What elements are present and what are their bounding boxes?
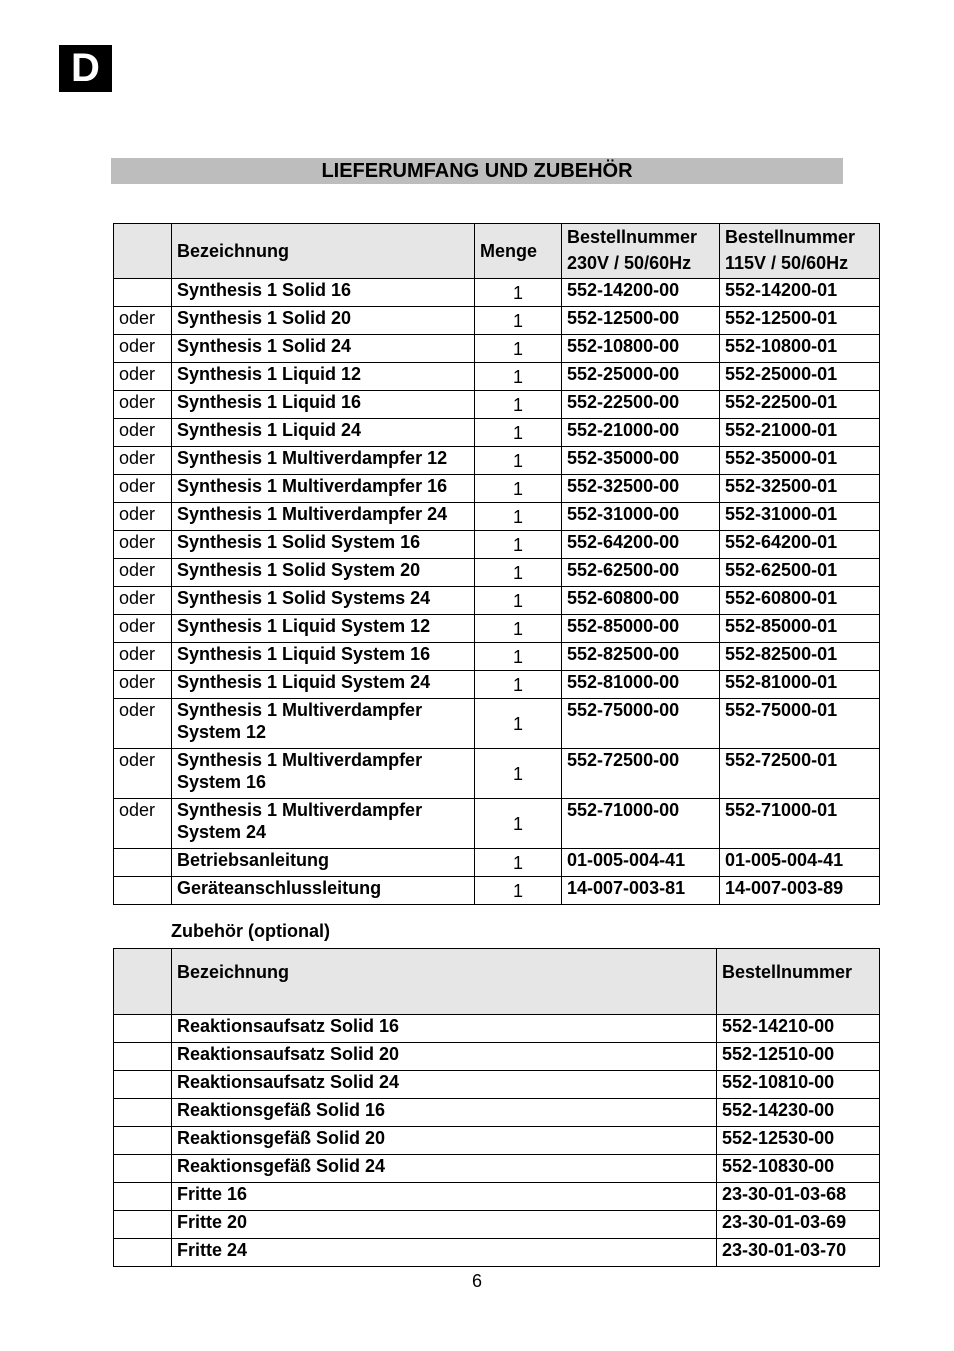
- row-order-115v: 552-75000-01: [720, 699, 880, 749]
- acc-header-name: Bezeichnung: [172, 949, 717, 1015]
- row-quantity: 1: [475, 307, 562, 335]
- table-row: [114, 447, 880, 475]
- row-prefix: oder: [114, 503, 172, 531]
- row-order-230v: 552-85000-00: [562, 615, 720, 643]
- acc-row-order: 552-12510-00: [717, 1043, 880, 1071]
- accessories-title: Zubehör (optional): [171, 921, 330, 941]
- row-order-115v: 552-82500-01: [720, 643, 880, 671]
- table-row: [114, 1239, 880, 1267]
- section-title: LIEFERUMFANG UND ZUBEHÖR: [111, 158, 843, 184]
- row-quantity: 1: [475, 335, 562, 363]
- row-name: Synthesis 1 Liquid System 16: [172, 643, 475, 671]
- row-name: Synthesis 1 Solid System 16: [172, 531, 475, 559]
- row-quantity: 1: [475, 447, 562, 475]
- acc-row-prefix: [114, 1155, 172, 1183]
- row-order-115v: 552-21000-01: [720, 419, 880, 447]
- table-row: [114, 643, 880, 671]
- header-order-115v-line1: Bestellnummer: [725, 227, 856, 247]
- row-quantity: 1: [475, 587, 562, 615]
- row-quantity: 1: [475, 749, 562, 799]
- header-order-115v-line2: 115V / 50/60Hz: [725, 253, 849, 273]
- row-prefix: oder: [114, 699, 172, 749]
- row-quantity: 1: [475, 615, 562, 643]
- table-row: [114, 1043, 880, 1071]
- row-quantity: 1: [475, 699, 562, 749]
- acc-row-name: Fritte 24: [172, 1239, 717, 1267]
- acc-row-order: 552-10810-00: [717, 1071, 880, 1099]
- row-order-115v: 552-71000-01: [720, 799, 880, 849]
- row-prefix: [114, 279, 172, 307]
- table-header-row: [114, 949, 880, 1015]
- table-row: [114, 587, 880, 615]
- row-quantity: 1: [475, 559, 562, 587]
- row-name: Synthesis 1 Solid System 20: [172, 559, 475, 587]
- table-row: [114, 1127, 880, 1155]
- row-order-115v: 01-005-004-41: [720, 849, 880, 877]
- acc-row-prefix: [114, 1183, 172, 1211]
- acc-row-order: 552-12530-00: [717, 1127, 880, 1155]
- row-prefix: [114, 877, 172, 905]
- table-row: [114, 799, 880, 849]
- table-row: [114, 749, 880, 799]
- row-order-115v: 552-32500-01: [720, 475, 880, 503]
- row-order-230v: 01-005-004-41: [562, 849, 720, 877]
- acc-row-name: Reaktionsgefäß Solid 20: [172, 1127, 717, 1155]
- row-quantity: 1: [475, 799, 562, 849]
- header-order-115v: [720, 224, 880, 279]
- row-prefix: oder: [114, 475, 172, 503]
- row-name: Synthesis 1 Liquid System 24: [172, 671, 475, 699]
- row-order-115v: 552-64200-01: [720, 531, 880, 559]
- table-row: [114, 1015, 880, 1043]
- row-order-230v: 552-71000-00: [562, 799, 720, 849]
- row-prefix: oder: [114, 531, 172, 559]
- acc-row-order: 23-30-01-03-68: [717, 1183, 880, 1211]
- row-quantity: 1: [475, 531, 562, 559]
- acc-row-name: Fritte 20: [172, 1211, 717, 1239]
- row-order-230v: 552-14200-00: [562, 279, 720, 307]
- row-order-115v: 14-007-003-89: [720, 877, 880, 905]
- acc-row-name: Reaktionsgefäß Solid 16: [172, 1099, 717, 1127]
- row-order-115v: 552-62500-01: [720, 559, 880, 587]
- delivery-scope-table: [113, 223, 880, 905]
- row-name: Synthesis 1 Liquid 24: [172, 419, 475, 447]
- row-order-230v: 552-82500-00: [562, 643, 720, 671]
- row-prefix: oder: [114, 307, 172, 335]
- row-name: Synthesis 1 Solid 20: [172, 307, 475, 335]
- row-name: Synthesis 1 Solid Systems 24: [172, 587, 475, 615]
- row-order-230v: 552-12500-00: [562, 307, 720, 335]
- row-name: Synthesis 1 Multiverdampfer 24: [172, 503, 475, 531]
- row-prefix: oder: [114, 587, 172, 615]
- acc-row-name: Reaktionsgefäß Solid 24: [172, 1155, 717, 1183]
- row-name: Synthesis 1 Solid 16: [172, 279, 475, 307]
- table-row: [114, 615, 880, 643]
- table-row: [114, 475, 880, 503]
- row-name: Synthesis 1 Multiverdampfer 16: [172, 475, 475, 503]
- row-order-115v: 552-10800-01: [720, 335, 880, 363]
- row-order-115v: 552-25000-01: [720, 363, 880, 391]
- table-row: [114, 849, 880, 877]
- table-row: [114, 307, 880, 335]
- row-quantity: 1: [475, 475, 562, 503]
- row-quantity: 1: [475, 503, 562, 531]
- row-name: Synthesis 1 Liquid System 12: [172, 615, 475, 643]
- row-order-115v: 552-22500-01: [720, 391, 880, 419]
- header-order-230v-line1: Bestellnummer: [567, 227, 698, 247]
- row-quantity: 1: [475, 849, 562, 877]
- row-order-115v: 552-35000-01: [720, 447, 880, 475]
- row-prefix: oder: [114, 363, 172, 391]
- row-order-230v: 552-75000-00: [562, 699, 720, 749]
- row-order-230v: 552-25000-00: [562, 363, 720, 391]
- row-quantity: 1: [475, 279, 562, 307]
- row-order-115v: 552-14200-01: [720, 279, 880, 307]
- language-badge: D: [59, 45, 112, 92]
- table-row: [114, 363, 880, 391]
- row-order-230v: 552-31000-00: [562, 503, 720, 531]
- acc-row-name: Reaktionsaufsatz Solid 24: [172, 1071, 717, 1099]
- header-order-230v-line2: 230V / 50/60Hz: [567, 253, 692, 273]
- row-order-115v: 552-81000-01: [720, 671, 880, 699]
- table-row: [114, 1155, 880, 1183]
- table-row: [114, 419, 880, 447]
- row-prefix: oder: [114, 615, 172, 643]
- table-row: [114, 877, 880, 905]
- row-order-115v: 552-12500-01: [720, 307, 880, 335]
- row-name: Synthesis 1 Multiverdampfer System 12: [172, 699, 475, 749]
- table-row: [114, 1211, 880, 1239]
- accessories-table: [113, 948, 880, 1267]
- acc-row-prefix: [114, 1099, 172, 1127]
- table-row: [114, 503, 880, 531]
- row-name: Synthesis 1 Liquid 16: [172, 391, 475, 419]
- acc-row-name: Reaktionsaufsatz Solid 16: [172, 1015, 717, 1043]
- row-prefix: [114, 849, 172, 877]
- acc-row-prefix: [114, 1127, 172, 1155]
- row-order-115v: 552-31000-01: [720, 503, 880, 531]
- acc-header-prefix: [114, 949, 172, 1015]
- table-row: [114, 699, 880, 749]
- table-row: [114, 1099, 880, 1127]
- row-quantity: 1: [475, 363, 562, 391]
- row-prefix: oder: [114, 419, 172, 447]
- header-prefix: [114, 224, 172, 279]
- row-order-230v: 552-62500-00: [562, 559, 720, 587]
- acc-row-order: 552-14230-00: [717, 1099, 880, 1127]
- row-order-230v: 552-32500-00: [562, 475, 720, 503]
- row-quantity: 1: [475, 877, 562, 905]
- row-name: Synthesis 1 Multiverdampfer 12: [172, 447, 475, 475]
- row-prefix: oder: [114, 749, 172, 799]
- row-name: Synthesis 1 Multiverdampfer System 24: [172, 799, 475, 849]
- acc-row-prefix: [114, 1071, 172, 1099]
- acc-header-order: Bestellnummer: [717, 949, 880, 1015]
- row-quantity: 1: [475, 643, 562, 671]
- row-quantity: 1: [475, 419, 562, 447]
- row-quantity: 1: [475, 391, 562, 419]
- table-row: [114, 335, 880, 363]
- row-order-115v: 552-85000-01: [720, 615, 880, 643]
- row-order-230v: 14-007-003-81: [562, 877, 720, 905]
- acc-row-order: 552-14210-00: [717, 1015, 880, 1043]
- row-name: Synthesis 1 Liquid 12: [172, 363, 475, 391]
- acc-row-order: 23-30-01-03-69: [717, 1211, 880, 1239]
- row-order-230v: 552-22500-00: [562, 391, 720, 419]
- row-name: Synthesis 1 Multiverdampfer System 16: [172, 749, 475, 799]
- row-name: Geräteanschlussleitung: [172, 877, 475, 905]
- row-order-115v: 552-60800-01: [720, 587, 880, 615]
- header-name: Bezeichnung: [172, 224, 475, 279]
- table-row: [114, 1183, 880, 1211]
- acc-row-prefix: [114, 1015, 172, 1043]
- row-quantity: 1: [475, 671, 562, 699]
- acc-row-name: Fritte 16: [172, 1183, 717, 1211]
- row-order-230v: 552-64200-00: [562, 531, 720, 559]
- table-header-row: [114, 224, 880, 279]
- row-prefix: oder: [114, 643, 172, 671]
- table-row: [114, 671, 880, 699]
- header-order-230v: [562, 224, 720, 279]
- acc-row-prefix: [114, 1211, 172, 1239]
- row-order-230v: 552-81000-00: [562, 671, 720, 699]
- row-prefix: oder: [114, 671, 172, 699]
- table-row: [114, 531, 880, 559]
- acc-row-name: Reaktionsaufsatz Solid 20: [172, 1043, 717, 1071]
- table-row: [114, 391, 880, 419]
- table-row: [114, 1071, 880, 1099]
- row-prefix: oder: [114, 391, 172, 419]
- acc-row-order: 552-10830-00: [717, 1155, 880, 1183]
- row-name: Betriebsanleitung: [172, 849, 475, 877]
- page-number: 6: [471, 1271, 482, 1291]
- table-row: [114, 279, 880, 307]
- row-order-230v: 552-10800-00: [562, 335, 720, 363]
- table-row: [114, 559, 880, 587]
- row-order-230v: 552-60800-00: [562, 587, 720, 615]
- row-prefix: oder: [114, 447, 172, 475]
- row-order-230v: 552-35000-00: [562, 447, 720, 475]
- row-prefix: oder: [114, 799, 172, 849]
- row-order-115v: 552-72500-01: [720, 749, 880, 799]
- row-prefix: oder: [114, 335, 172, 363]
- row-order-230v: 552-72500-00: [562, 749, 720, 799]
- header-quantity: Menge: [475, 224, 562, 279]
- row-order-230v: 552-21000-00: [562, 419, 720, 447]
- row-name: Synthesis 1 Solid 24: [172, 335, 475, 363]
- acc-row-prefix: [114, 1043, 172, 1071]
- row-prefix: oder: [114, 559, 172, 587]
- acc-row-order: 23-30-01-03-70: [717, 1239, 880, 1267]
- acc-row-prefix: [114, 1239, 172, 1267]
